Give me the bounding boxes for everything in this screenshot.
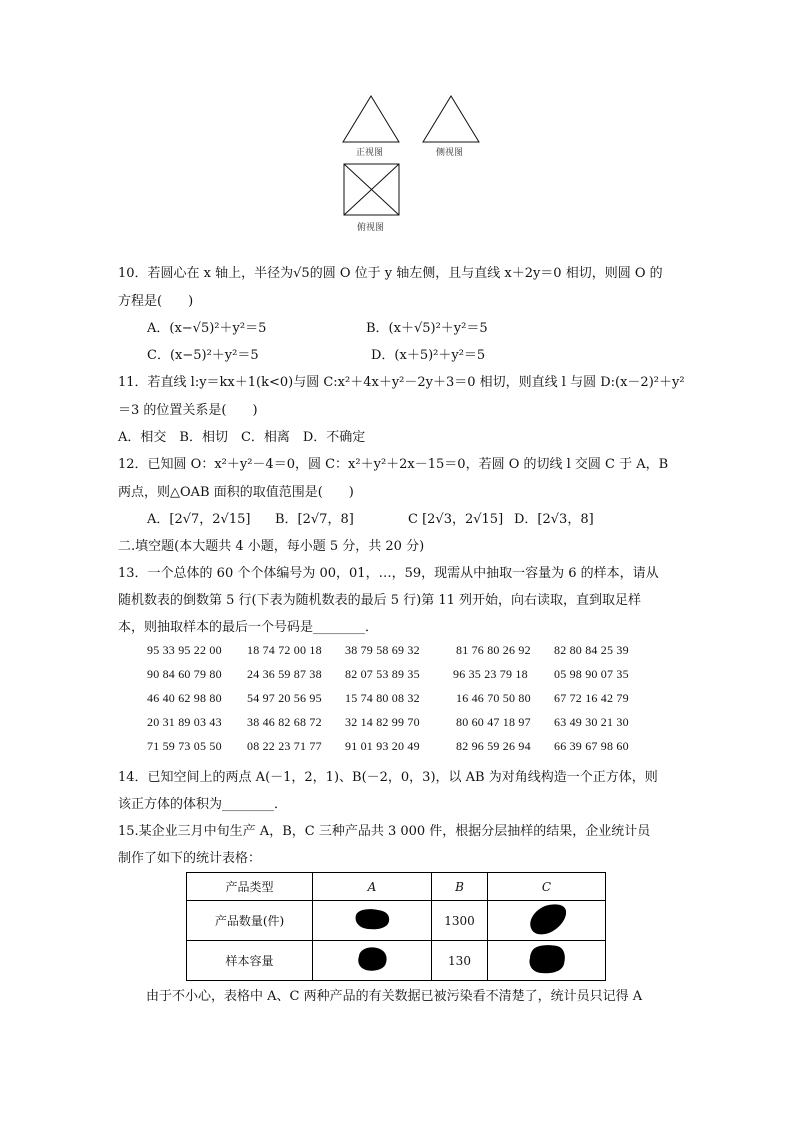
smudged-cell bbox=[488, 901, 606, 941]
random-cell: 67 72 16 42 79 bbox=[554, 691, 629, 705]
q14-line2: 该正方体的体积为________． bbox=[118, 797, 288, 812]
table-header-cell: A bbox=[313, 873, 432, 901]
random-cell: 18 74 72 00 18 bbox=[247, 643, 322, 657]
table-row bbox=[187, 901, 606, 941]
q10-option-d: D．(x＋5)²＋y²＝5 bbox=[371, 348, 486, 363]
random-cell: 32 14 82 99 70 bbox=[345, 715, 420, 729]
random-cell: 38 46 82 68 72 bbox=[247, 715, 322, 729]
random-cell: 54 97 20 56 95 bbox=[247, 691, 322, 705]
top-view-caption: 俯视图 bbox=[357, 223, 385, 233]
q10-option-c: C．(x−5)²＋y²＝5 bbox=[147, 348, 259, 363]
side-view-triangle bbox=[423, 96, 479, 142]
random-cell: 66 39 67 98 60 bbox=[554, 739, 629, 753]
q12-line2: 两点，则△OAB 面积的取值范围是( ) bbox=[118, 485, 354, 500]
q11-line2: ＝3 的位置关系是( ) bbox=[118, 403, 258, 418]
random-cell: 80 60 47 18 97 bbox=[456, 715, 531, 729]
q10-option-b: B．(x＋√5)²＋y²＝5 bbox=[366, 321, 488, 336]
table-cell: 1300 bbox=[432, 901, 488, 941]
q12-option-a: A．[2√7，2√15] bbox=[147, 512, 251, 527]
random-cell: 81 76 80 26 92 bbox=[456, 643, 531, 657]
table-header-cell: 产品类型 bbox=[187, 873, 313, 901]
q10-line1: 10．若圆心在 x 轴上，半径为√5的圆 O 位于 y 轴左侧，且与直线 x＋2y＝0 相切，则圆 O 的 bbox=[118, 266, 663, 281]
statistics-table bbox=[186, 872, 606, 981]
smudged-cell bbox=[313, 941, 432, 981]
q12-line1: 12．已知圆 O：x²＋y²－4＝0，圆 C：x²＋y²＋2x－15＝0，若圆 O 的切线 l 交圆 C 于 A，B bbox=[118, 457, 669, 472]
q12-option-c: C [2√3，2√15] bbox=[408, 512, 504, 527]
random-cell: 24 36 59 87 38 bbox=[247, 667, 322, 681]
random-cell: 82 80 84 25 39 bbox=[554, 643, 629, 657]
random-cell: 82 96 59 26 94 bbox=[456, 739, 531, 753]
q13-line1: 13．一个总体的 60 个个体编号为 00，01，…，59，现需从中抽取一容量为 6 的样本，请从 bbox=[118, 566, 659, 581]
random-cell: 63 49 30 21 30 bbox=[554, 715, 629, 729]
table-row bbox=[187, 941, 606, 981]
random-cell: 20 31 89 03 43 bbox=[147, 715, 222, 729]
q11-line1: 11．若直线 l:y＝kx＋1(k<0)与圆 C:x²＋4x＋y²－2y＋3＝0 相切，则直线 l 与圆 D:(x－2)²＋y² bbox=[118, 375, 685, 390]
q13-line3: 本，则抽取样本的最后一个号码是________． bbox=[118, 620, 379, 635]
section-heading: 二.填空题(本大题共 4 小题，每小题 5 分，共 20 分) bbox=[118, 539, 425, 554]
table-row-label: 产品数量(件) bbox=[187, 901, 313, 941]
front-view-triangle bbox=[343, 96, 399, 142]
q14-line1: 14．已知空间上的两点 A(－1，2，1)、B(－2，0，3)，以 AB 为对角线构造一个正方体，则 bbox=[118, 770, 658, 785]
random-cell: 16 46 70 50 80 bbox=[456, 691, 531, 705]
random-cell: 95 33 95 22 00 bbox=[147, 643, 222, 657]
q15-line2: 制作了如下的统计表格： bbox=[118, 851, 262, 866]
front-view-caption: 正视图 bbox=[356, 148, 384, 158]
ink-blot bbox=[527, 943, 567, 975]
random-cell: 96 35 23 79 18 bbox=[453, 667, 528, 681]
random-cell: 71 59 73 05 50 bbox=[147, 739, 222, 753]
table-header-cell: C bbox=[488, 873, 606, 901]
table-header-cell: B bbox=[432, 873, 488, 901]
ink-blot bbox=[525, 902, 569, 936]
q12-option-d: D．[2√3，8] bbox=[514, 512, 594, 527]
q15-line1: 15.某企业三月中旬生产 A，B，C 三种产品共 3 000 件，根据分层抽样的结果，企业统计员 bbox=[118, 824, 651, 839]
side-view-caption: 侧视图 bbox=[436, 148, 464, 158]
three-view-figure bbox=[330, 90, 490, 235]
q11-options: A．相交 B．相切 C．相离 D．不确定 bbox=[118, 430, 366, 445]
random-cell: 46 40 62 98 80 bbox=[147, 691, 222, 705]
q10-line2: 方程是( ) bbox=[118, 294, 194, 309]
random-cell: 82 07 53 89 35 bbox=[345, 667, 420, 681]
ink-blot bbox=[354, 944, 390, 974]
q15-line3: 由于不小心，表格中 A、C 两种产品的有关数据已被污染看不清楚了，统计员只记得 A bbox=[146, 989, 643, 1004]
q10-option-a: A．(x−√5)²＋y²＝5 bbox=[147, 321, 267, 336]
random-cell: 91 01 93 20 49 bbox=[345, 739, 420, 753]
smudged-cell bbox=[313, 901, 432, 941]
table-row-label: 样本容量 bbox=[187, 941, 313, 981]
ink-blot bbox=[352, 906, 392, 932]
random-cell: 15 74 80 08 32 bbox=[345, 691, 420, 705]
table-cell: 130 bbox=[432, 941, 488, 981]
random-cell: 38 79 58 69 32 bbox=[345, 643, 420, 657]
q12-option-b: B．[2√7，8] bbox=[275, 512, 354, 527]
random-cell: 05 98 90 07 35 bbox=[554, 667, 629, 681]
random-cell: 90 84 60 79 80 bbox=[147, 667, 222, 681]
smudged-cell bbox=[488, 941, 606, 981]
q13-line2: 随机数表的倒数第 5 行(下表为随机数表的最后 5 行)第 11 列开始，向右读取，直到取足样 bbox=[118, 593, 642, 608]
random-cell: 08 22 23 71 77 bbox=[247, 739, 322, 753]
table-row bbox=[187, 873, 606, 901]
